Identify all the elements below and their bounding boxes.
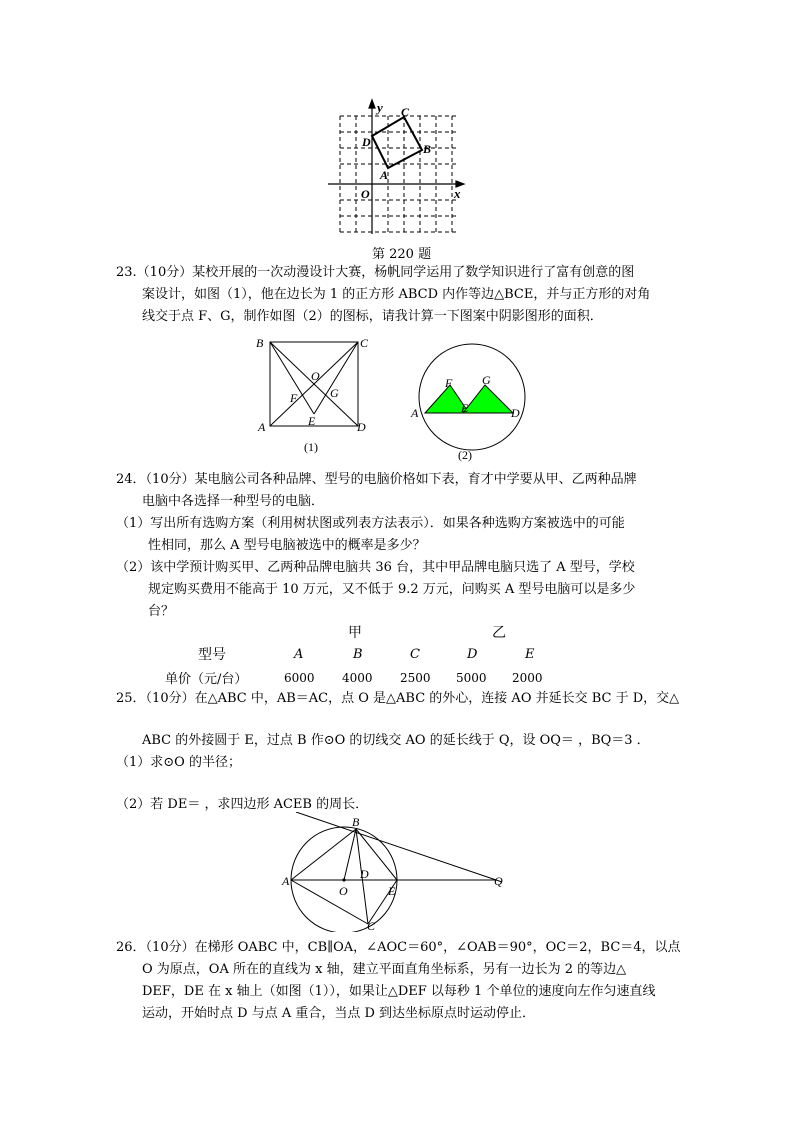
label-y: y (377, 100, 383, 115)
model-d: D (467, 647, 478, 662)
label-d: D (357, 420, 366, 434)
q24-line-1: 24．（10分）某电脑公司各种品牌、型号的电脑价格如下表，育才中学要从甲、乙两种品牌 (116, 472, 637, 487)
label-f: F (445, 376, 453, 390)
q24-part2-line-2: 规定购买费用不能高于 10 万元，又不低于 9.2 万元，问购买 A 型号电脑可以是多少 (148, 582, 636, 597)
model-c: C (410, 647, 420, 662)
label-f: F (290, 391, 298, 405)
model-b: B (353, 647, 363, 662)
label-g: G (482, 373, 491, 387)
q23-figure-1 (250, 334, 375, 456)
grid-lines (340, 116, 458, 232)
label-a: A (411, 406, 419, 420)
label-o: O (361, 187, 370, 201)
row-label-model: 型号 (198, 647, 226, 663)
q25-figure (280, 812, 510, 932)
price-a: 6000 (284, 671, 315, 685)
label-c: C (401, 105, 410, 119)
brand-jia: 甲 (348, 625, 362, 641)
q24-part2-line-1: （2）该中学预计购买甲、乙两种品牌电脑共 36 台，其中甲品牌电脑只选了 A 型号，学校 (116, 560, 635, 575)
tangent-bq (296, 812, 502, 882)
model-e: E (525, 647, 535, 662)
label-a: A (282, 874, 290, 888)
q26-line-3: DEF，DE 在 x 轴上（如图（1）），如果让△DEF 以每秒 1 个单位的速度向左作匀速直线 (142, 984, 656, 999)
q25-part2: （2）若 DE＝ ，求四边形 ACEB 的周长． (116, 797, 369, 812)
figure-220-grid (320, 96, 470, 236)
label-b: B (256, 336, 264, 350)
label-d: D (511, 406, 520, 420)
model-a: A (294, 647, 304, 662)
row-label-price: 单价（元/台） (165, 672, 248, 687)
q26-line-1: 26．（10分）在梯形 OABC 中，CB∥OA，∠AOC＝60°，∠OAB＝90°，OC＝2，BC＝4，以点 (116, 940, 681, 955)
label-x: x (454, 186, 461, 201)
q25-part1: （1）求⊙O 的半径； (116, 755, 241, 770)
side-ac (291, 880, 368, 924)
label-a: A (258, 420, 266, 434)
caption-1: (1) (304, 440, 318, 454)
caption-2: (2) (458, 448, 472, 462)
label-d: D (360, 867, 369, 881)
label-b: B (352, 815, 360, 829)
q25-line-2: ABC 的外接圆于 E，过点 B 作⊙O 的切线交 AO 的延长线于 Q，设 OQ＝ ，BQ＝3 ． (142, 733, 650, 748)
y-axis-arrow (369, 100, 375, 108)
shaded-region-right (463, 385, 513, 413)
label-c: C (360, 336, 369, 350)
q26-line-4: 运动，开始时点 D 与点 A 重合，当点 D 到达坐标原点时运动停止． (142, 1006, 536, 1021)
q26-line-2: O 为原点，OA 所在的直线为 x 轴，建立平面直角坐标系，另有一边长为 2 的等边△ (142, 962, 627, 977)
label-d: D (362, 135, 371, 149)
center-dot (342, 878, 345, 881)
label-e: E (461, 401, 469, 415)
brand-yi: 乙 (492, 625, 506, 641)
q23-line-3: 线交于点 F、G，制作如图（2）的图标，请我计算一下图案中阴影图形的面积． (142, 309, 603, 324)
q25-line-1: 25．（10分）在△ABC 中，AB＝AC，点 O 是△ABC 的外心，连接 AO 并延长交 BC 于 D，交△ (116, 691, 680, 706)
circle-outline (419, 344, 525, 450)
q24-line-2: 电脑中各选择一种型号的电脑． (142, 494, 325, 509)
q23-figure-2 (405, 340, 535, 466)
price-b: 4000 (342, 671, 373, 685)
label-o: O (339, 884, 348, 898)
figure-220-caption: 第 220 题 (372, 247, 432, 262)
label-c: C (367, 919, 376, 932)
label-b: B (423, 142, 432, 156)
square-abcd (372, 117, 422, 168)
label-e: E (388, 884, 396, 898)
price-d: 5000 (456, 671, 487, 685)
label-q: Q (494, 874, 503, 888)
label-g: G (330, 386, 339, 400)
q23-line-1: 23.（10分）某校开展的一次动漫设计大赛，杨帆同学运用了数学知识进行了富有创意的图 (116, 265, 635, 280)
label-a: A (380, 168, 389, 182)
label-e: E (308, 414, 316, 428)
q23-line-2: 案设计，如图（1），他在边长为 1 的正方形 ABCD 内作等边△BCE，并与正方形的对角 (142, 287, 651, 302)
q24-part1-line-2: 性相同，那么 A 型号电脑被选中的概率是多少？ (148, 538, 426, 553)
price-e: 2000 (512, 671, 543, 685)
q24-part1-line-1: （1）写出所有选购方案（利用树状图或列表方法表示）．如果各种选购方案被选中的可能 (116, 516, 625, 531)
q24-part2-line-3: 台？ (148, 604, 175, 619)
label-o: O (311, 369, 320, 383)
price-c: 2500 (400, 671, 431, 685)
